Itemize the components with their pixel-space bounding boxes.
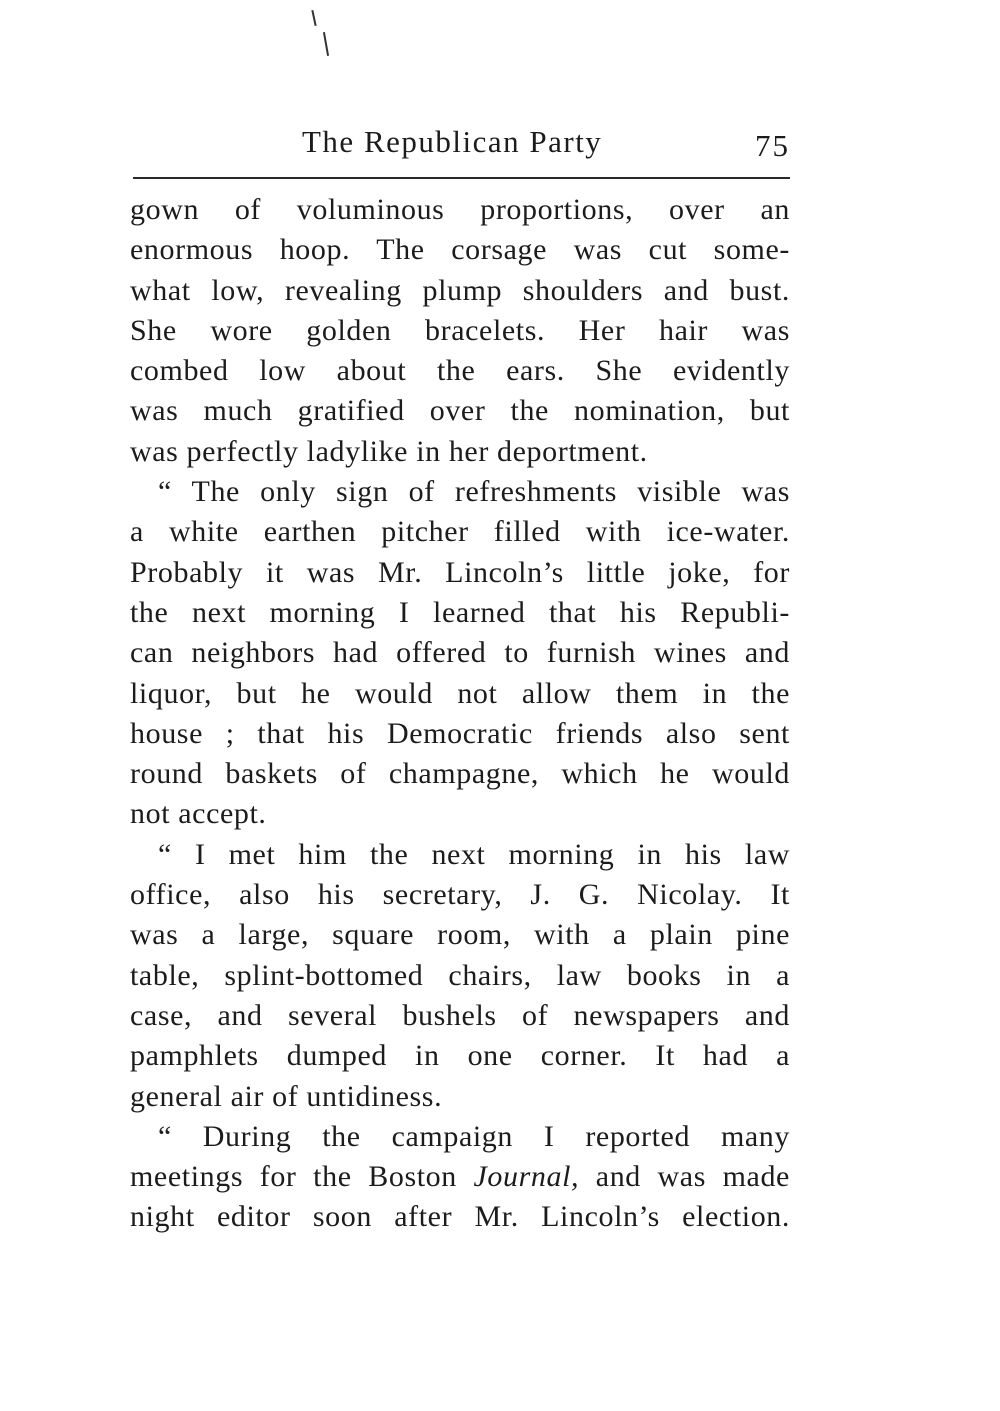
scan-mark: [323, 32, 329, 56]
journal-line-before: meetings for the Boston: [130, 1160, 474, 1194]
text-line: She wore golden bracelets. Her hair was: [130, 313, 790, 347]
journal-title: Journal,: [473, 1160, 580, 1194]
text-line: the next morning I learned that his Republi-: [130, 595, 790, 629]
running-title: The Republican Party: [302, 124, 603, 159]
text-line: “ I met him the next morning in his law: [158, 837, 790, 871]
text-line: “ During the campaign I reported many: [158, 1119, 790, 1153]
text-line: what low, revealing plump shoulders and bust.: [130, 273, 790, 307]
text-line: liquor, but he would not allow them in the: [130, 676, 790, 710]
text-line: case, and several bushels of newspapers and: [130, 998, 790, 1032]
text-line: enormous hoop. The corsage was cut some-: [130, 233, 790, 267]
text-line: a white earthen pitcher filled with ice-water.: [130, 515, 790, 549]
text-line: night editor soon after Mr. Lincoln’s election.: [130, 1200, 790, 1234]
text-line: gown of voluminous proportions, over an: [130, 193, 790, 226]
text-line-journal: [130, 1157, 790, 1197]
text-line: house ; that his Democratic friends also sent: [130, 716, 790, 750]
text-line: was a large, square room, with a plain pine: [130, 918, 790, 952]
text-line: table, splint-bottomed chairs, law books in a: [130, 958, 790, 992]
text-line: round baskets of champagne, which he would: [130, 757, 790, 791]
header-rule: [133, 177, 790, 179]
text-line: was perfectly ladylike in her deportment.: [130, 434, 648, 468]
text-line: “ The only sign of refreshments visible was: [158, 475, 790, 509]
text-line: general air of untidiness.: [130, 1079, 443, 1113]
page-number: 75: [755, 128, 790, 163]
text-line: Probably it was Mr. Lincoln’s little joke, for: [130, 555, 790, 589]
body-text: [130, 190, 790, 1238]
text-line: not accept.: [130, 797, 267, 831]
text-line: can neighbors had offered to furnish wines and: [130, 636, 790, 670]
journal-line-after: and was made: [579, 1160, 790, 1194]
text-line: was much gratified over the nomination, but: [130, 394, 790, 428]
text-line: combed low about the ears. She evidently: [130, 354, 790, 388]
text-line: office, also his secretary, J. G. Nicolay. It: [130, 878, 790, 912]
scan-mark: [311, 10, 316, 26]
page-header: [130, 118, 790, 168]
text-line: pamphlets dumped in one corner. It had a: [130, 1039, 790, 1073]
